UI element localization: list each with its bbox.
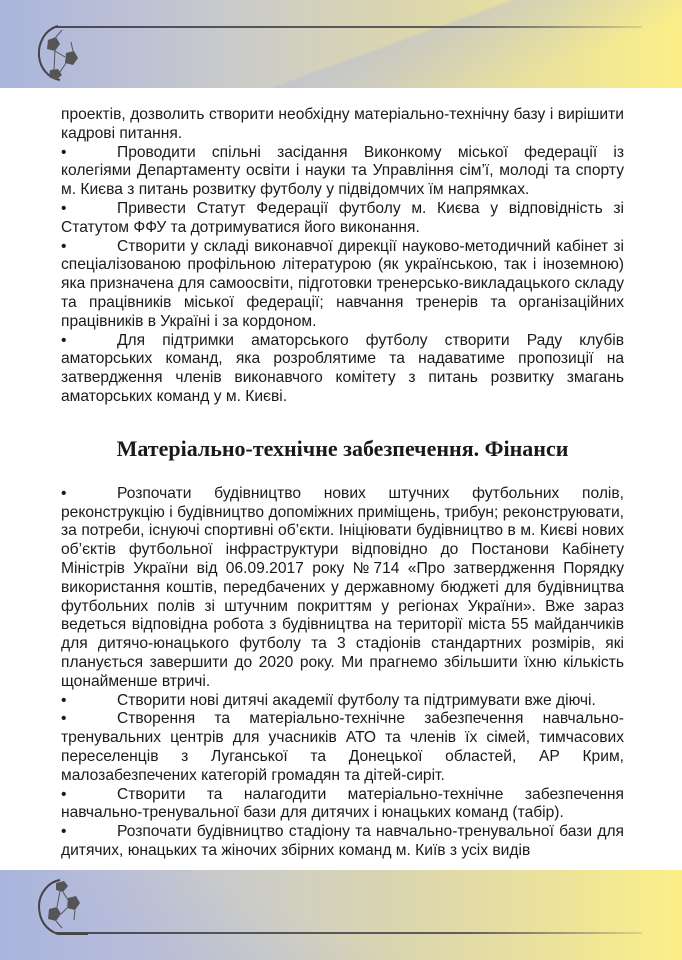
bullet-icon: • bbox=[61, 710, 67, 728]
list-item: • Розпочати будівництво нових штучних футбольних полів, реконструкцію і будівництво допоміжних приміщень, трибун; реконструювати, за потреби, існуючі спортивні об’єкти. Ініціювати будівництво в м. Києві нових об’єктів футбольної інфраструктури відповідно до Постанови Кабінету Міністрів України від 06.09.2017 року №714 «Про затвердження Порядку використання коштів, передбачених у державному бюджеті для будівництва футбольних полів зі штучним покриттям у регіонах України». Вже зараз ведеться відповідна робота з будівництва на території міста 55 майданчиків для дитячо-юнацького футболу та 3 стадіонів стандартних розмірів, які планується завершити до 2020 року. Ми прагнемо збільшити їхню кількість щонайменше втричі. bbox=[61, 484, 624, 690]
list-item: • Привести Статут Федерації футболу м. Києва у відповідність зі Статутом ФФУ та дотримуватися його виконання. bbox=[61, 199, 624, 236]
section-heading: Матеріально-технічне забезпечення. Фінанси bbox=[116, 435, 569, 461]
soccer-ball-icon bbox=[36, 878, 88, 936]
bullet-icon: • bbox=[61, 823, 67, 841]
paragraph-continuation: проектів, дозволить створити необхідну матеріально-технічну базу і вирішити кадрові питання. bbox=[61, 106, 624, 142]
list-item: • Проводити спільні засідання Виконкому міської федерації із колегіями Департаменту освіти і науки та Управління сім’ї, молоді та спорту м. Києва з питань розвитку футболу у підвідомчих їм напрямках. bbox=[61, 143, 624, 199]
list-item: • Створити нові дитячі академії футболу та підтримувати вже діючі. bbox=[61, 691, 596, 709]
document-body bbox=[61, 106, 624, 861]
soccer-ball-icon bbox=[36, 24, 88, 82]
header-rule bbox=[55, 26, 642, 28]
bullet-icon: • bbox=[61, 484, 67, 502]
bullet-icon: • bbox=[61, 785, 67, 803]
bullet-icon: • bbox=[61, 691, 67, 709]
footer-rule bbox=[55, 932, 642, 934]
list-item: • Розпочати будівництво стадіону та навчально-тренувальної бази для дитячих, юнацьких та жіночих збірних команд м. Київ з усіх видів bbox=[61, 823, 624, 859]
header-band bbox=[0, 0, 682, 88]
bullet-icon: • bbox=[61, 143, 67, 161]
bullet-icon: • bbox=[61, 199, 67, 217]
list-item: • Для підтримки аматорського футболу створити Раду клубів аматорських команд, яка розроблятиме та надаватиме пропозиції на затвердження членів виконавчого комітету з питань розвитку змагань аматорських команд у м. Києві. bbox=[61, 331, 624, 405]
footer-band bbox=[0, 870, 682, 960]
bullet-icon: • bbox=[61, 331, 67, 349]
list-item: • Створити у складі виконавчої дирекції науково-методичний кабінет зі спеціалізованою профільною літературою (як українською, так і іноземною) яка призначена для самоосвіти, підготовки тренерсько-викладацького складу та працівників міської федерації; навчання тренерів та організаційних працівників в Україні і за кордоном. bbox=[61, 237, 624, 330]
bullet-icon: • bbox=[61, 237, 67, 255]
list-item: • Створити та налагодити матеріально-технічне забезпечення навчально-тренувальної бази для дитячих і юнацьких команд (табір). bbox=[61, 785, 624, 822]
list-item: • Створення та матеріально-технічне забезпечення навчально-тренувальних центрів для учасників АТО та членів їх сімей, тимчасових переселенців з Луганської та Донецької областей, АР Крим, малозабезпечених категорій громадян та дітей-сиріт. bbox=[61, 710, 624, 784]
